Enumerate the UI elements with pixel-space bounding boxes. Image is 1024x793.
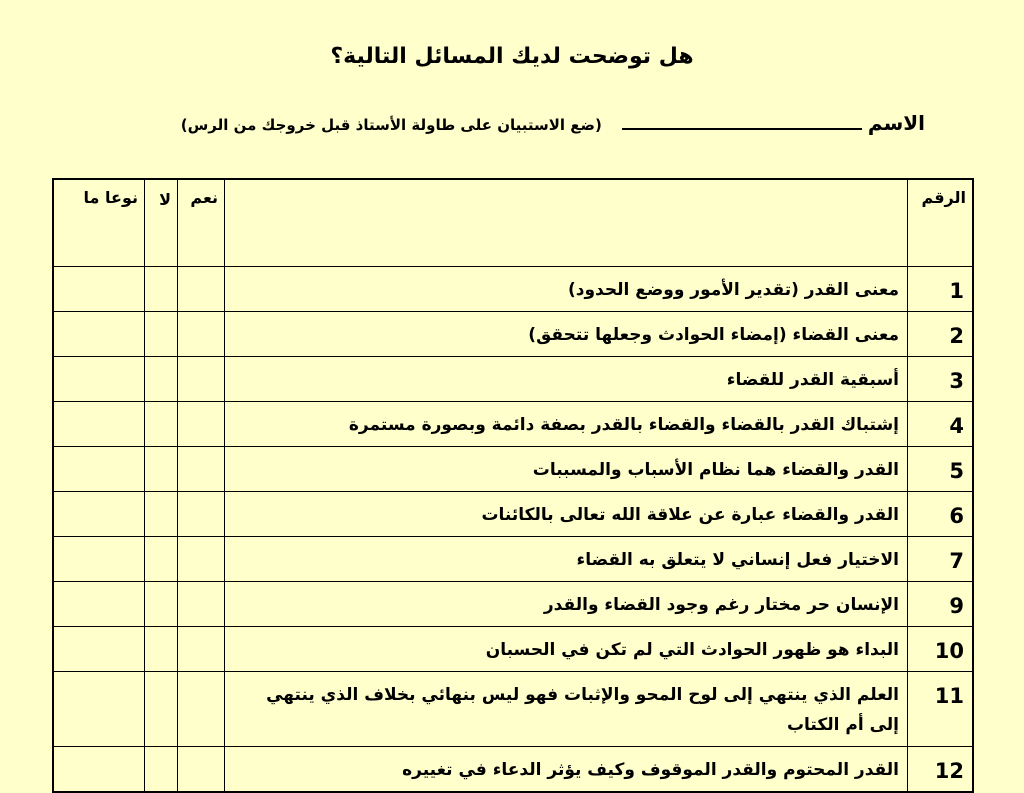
answer-yes-cell[interactable] [178, 672, 225, 747]
table-row [53, 582, 973, 627]
answer-no-cell[interactable] [145, 492, 178, 537]
table-row [53, 312, 973, 357]
page-title: هل توضحت لديك المسائل التالية؟ [330, 44, 694, 69]
answer-no-cell[interactable] [145, 402, 178, 447]
answer-yes-cell[interactable] [178, 747, 225, 793]
header-item [225, 179, 908, 267]
header-yes: نعم [178, 179, 225, 267]
answer-somewhat-cell[interactable] [53, 492, 145, 537]
name-row [110, 108, 925, 135]
table-row [53, 747, 973, 793]
table-row [53, 267, 973, 312]
row-number: 6 [908, 492, 974, 537]
answer-somewhat-cell[interactable] [53, 447, 145, 492]
table-row [53, 627, 973, 672]
answer-no-cell[interactable] [145, 672, 178, 747]
survey-table [52, 178, 974, 793]
table-row [53, 537, 973, 582]
answer-yes-cell[interactable] [178, 357, 225, 402]
answer-somewhat-cell[interactable] [53, 672, 145, 747]
answer-somewhat-cell[interactable] [53, 357, 145, 402]
row-number: 9 [908, 582, 974, 627]
row-question: معنى القضاء (إمضاء الحوادث وجعلها تتحقق) [225, 312, 908, 357]
row-number: 12 [908, 747, 974, 793]
answer-somewhat-cell[interactable] [53, 582, 145, 627]
name-label: الاسم [867, 111, 925, 135]
survey-body [53, 267, 973, 793]
answer-no-cell[interactable] [145, 537, 178, 582]
answer-no-cell[interactable] [145, 582, 178, 627]
answer-no-cell[interactable] [145, 267, 178, 312]
row-question: القدر المحتوم والقدر الموقوف وكيف يؤثر الدعاء في تغييره [225, 747, 908, 793]
answer-somewhat-cell[interactable] [53, 747, 145, 793]
row-number: 3 [908, 357, 974, 402]
answer-yes-cell[interactable] [178, 537, 225, 582]
answer-no-cell[interactable] [145, 357, 178, 402]
answer-yes-cell[interactable] [178, 267, 225, 312]
row-number: 10 [908, 627, 974, 672]
row-question: أسبقية القدر للقضاء [225, 357, 908, 402]
row-question: القدر والقضاء عبارة عن علاقة الله تعالى بالكائنات [225, 492, 908, 537]
answer-yes-cell[interactable] [178, 312, 225, 357]
answer-no-cell[interactable] [145, 627, 178, 672]
answer-somewhat-cell[interactable] [53, 267, 145, 312]
table-row [53, 402, 973, 447]
answer-somewhat-cell[interactable] [53, 537, 145, 582]
answer-no-cell[interactable] [145, 747, 178, 793]
row-question: القدر والقضاء هما نظام الأسباب والمسببات [225, 447, 908, 492]
header-no: لا [145, 179, 178, 267]
answer-no-cell[interactable] [145, 447, 178, 492]
row-number: 2 [908, 312, 974, 357]
table-row [53, 672, 973, 747]
instruction-text: (ضع الاستبيان على طاولة الأستاذ قبل خروجك من الرس) [180, 116, 602, 134]
row-number: 7 [908, 537, 974, 582]
row-question: معنى القدر (تقدير الأمور ووضع الحدود) [225, 267, 908, 312]
answer-yes-cell[interactable] [178, 447, 225, 492]
name-field-line[interactable] [622, 108, 862, 130]
answer-no-cell[interactable] [145, 312, 178, 357]
row-question: البداء هو ظهور الحوادث التي لم تكن في الحسبان [225, 627, 908, 672]
answer-yes-cell[interactable] [178, 492, 225, 537]
header-somewhat: نوعا ما [53, 179, 145, 267]
answer-somewhat-cell[interactable] [53, 402, 145, 447]
row-number: 4 [908, 402, 974, 447]
answer-yes-cell[interactable] [178, 402, 225, 447]
table-header-row [53, 179, 973, 267]
row-number: 1 [908, 267, 974, 312]
row-question: الاختيار فعل إنساني لا يتعلق به القضاء [225, 537, 908, 582]
table-row [53, 357, 973, 402]
row-question: إشتباك القدر بالقضاء والقضاء بالقدر بصفة دائمة وبصورة مستمرة [225, 402, 908, 447]
table-row [53, 492, 973, 537]
answer-somewhat-cell[interactable] [53, 312, 145, 357]
table-row [53, 447, 973, 492]
row-number: 5 [908, 447, 974, 492]
answer-yes-cell[interactable] [178, 582, 225, 627]
header-number: الرقم [908, 179, 974, 267]
row-question: العلم الذي ينتهي إلى لوح المحو والإثبات فهو ليس بنهائي بخلاف الذي ينتهي إلى أم الكتاب [225, 672, 908, 747]
answer-somewhat-cell[interactable] [53, 627, 145, 672]
row-number: 11 [908, 672, 974, 747]
answer-yes-cell[interactable] [178, 627, 225, 672]
row-question: الإنسان حر مختار رغم وجود القضاء والقدر [225, 582, 908, 627]
